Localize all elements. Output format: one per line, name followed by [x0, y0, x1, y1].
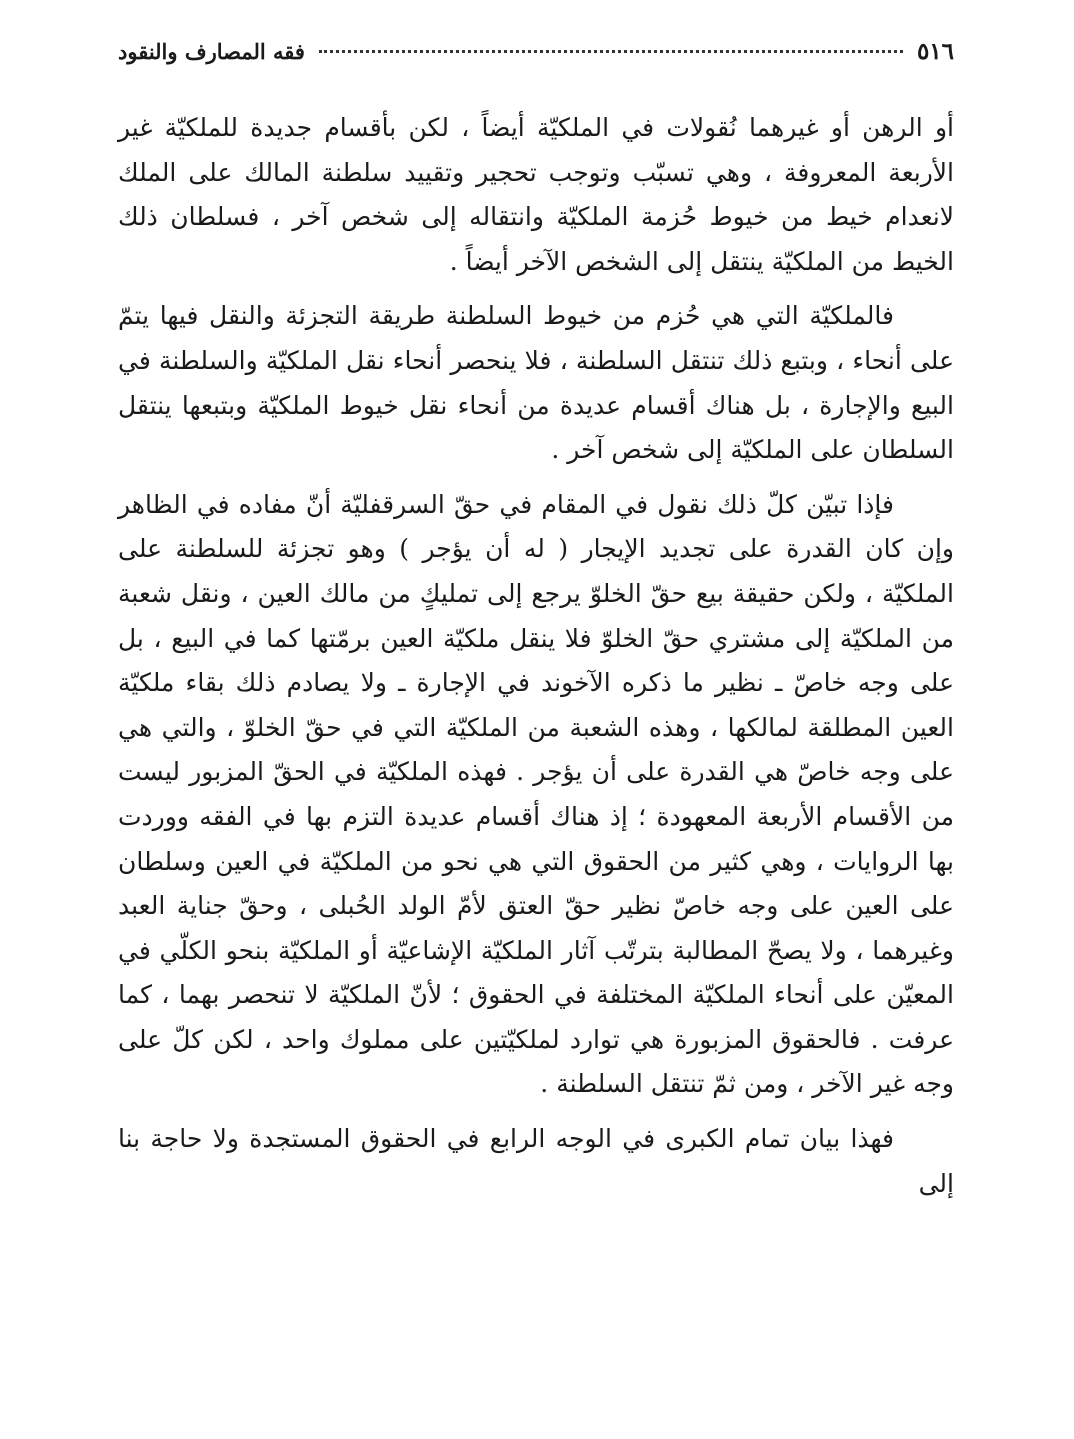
paragraph-4: فهذا بيان تمام الكبرى في الوجه الرابع في الحقوق المستجدة ولا حاجة بنا إلى [118, 1124, 954, 1198]
book-title: فقه المصارف والنقود [118, 39, 305, 64]
page-number: ٥١٦ [916, 38, 954, 65]
paragraph-2: فالملكيّة التي هي حُزم من خيوط السلطنة طريقة التجزئة والنقل فيها يتمّ على أنحاء ، وبتبع ذلك تنتقل السلطنة ، فلا ينحصر أنحاء نقل الملكيّة والسلطنة في البيع والإجارة ، بل هناك أقسام عديدة من أنحاء نقل خيوط الملكيّة وبتبعها ينتقل السلطان على الملكيّة إلى شخص آخر . [118, 301, 954, 465]
document-page [118, 38, 954, 1418]
running-header [118, 38, 954, 82]
dotted-leader [319, 50, 903, 53]
paragraph-1: أو الرهن أو غيرهما نُقولات في الملكيّة أيضاً ، لكن بأقسام جديدة للملكيّة غير الأربعة المعروفة ، وهي تسبّب وتوجب تحجير وتقييد سلطنة المالك على الملك لانعدام خيط من خيوط حُزمة الملكيّة وانتقاله إلى شخص آخر ، فسلطان ذلك الخيط من الملكيّة ينتقل إلى الشخص الآخر أيضاً . [118, 113, 954, 276]
paragraph-3: فإذا تبيّن كلّ ذلك نقول في المقام في حقّ السرقفليّة أنّ مفاده في الظاهر وإن كان القدرة على تجديد الإيجار ( له أن يؤجر ) وهو تجزئة للسلطنة على الملكيّة ، ولكن حقيقة بيع حقّ الخلوّ يرجع إلى تمليكٍ من مالك العين ، ونقل شعبة من الملكيّة إلى مشتري حقّ الخلوّ فلا ينقل ملكيّة العين برمّتها كما في البيع ، بل على وجه خاصّ ـ نظير ما ذكره الآخوند في الإجارة ـ ولا يصادم ذلك بقاء ملكيّة العين المطلقة لمالكها ، وهذه الشعبة من الملكيّة التي في حقّ الخلوّ ، والتي هي على وجه خاصّ هي القدرة على أن يؤجر . فهذه الملكيّة في الحقّ المزبور ليست من الأقسام الأربعة المعهودة ؛ إذ هناك أقسام عديدة التزم بها في الفقه ووردت بها الروايات ، وهي كثير من الحقوق التي هي نحو من الملكيّة في العين وسلطان على العين على وجه خاصّ نظير حقّ العتق لأمّ الولد الحُبلى ، وحقّ جناية العبد وغيرهما ، ولا يصحّ المطالبة بترتّب آثار الملكيّة الإشاعيّة أو الملكيّة بنحو الكلّي في المعيّن على أنحاء الملكيّة المختلفة في الحقوق ؛ لأنّ الملكيّة لا تنحصر بهما ، كما عرفت . فالحقوق المزبورة هي توارد لملكيّتين على مملوك واحد ، لكن كلّ على وجه غير الآخر ، ومن ثمّ تنتقل السلطنة . [118, 489, 955, 1099]
body-text [118, 106, 954, 1206]
